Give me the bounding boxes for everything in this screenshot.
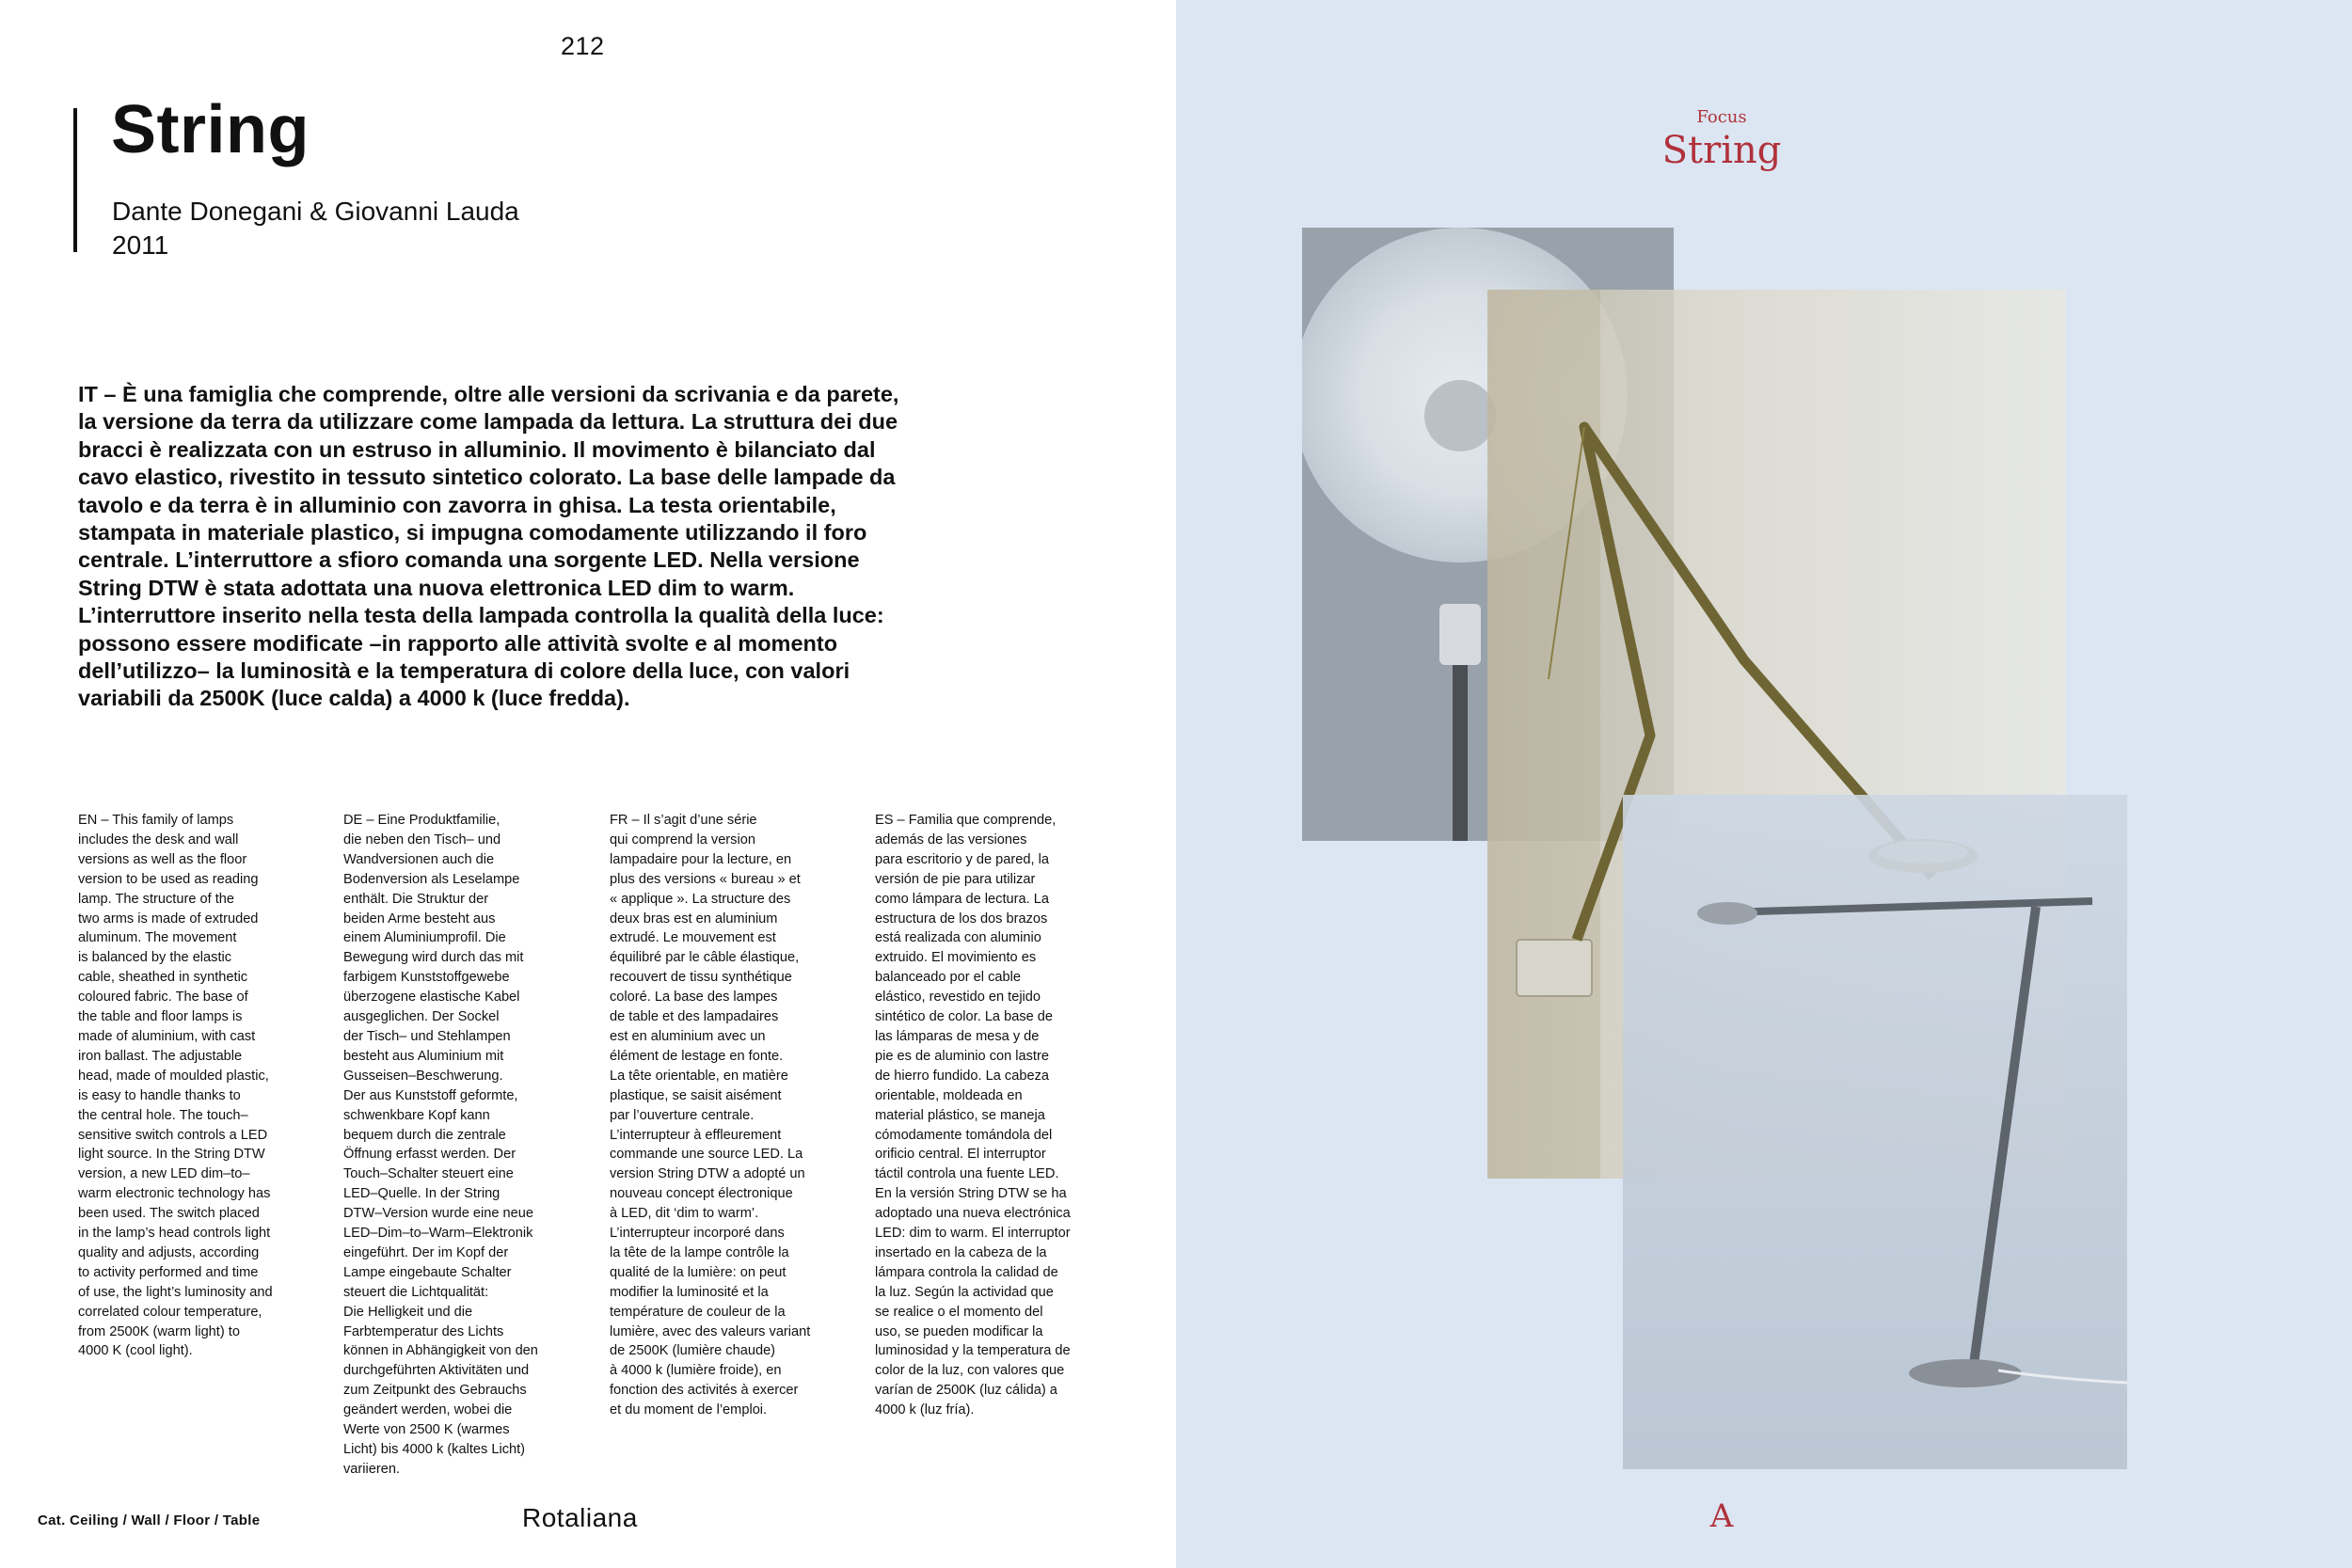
description-german: DE – Eine Produktfamilie, die neben den Tisch– und Wandversionen auch die Bodenversion als Leselampe enthält. Die Struktur der beiden Arme besteht aus einem Aluminiumprofil. Die Bewegung wird durch das mit farbigem Kunststoffgewebe überzogene elastische Kabel ausgeglichen. Der Sockel der Tisch– und Stehlampen besteht aus Aluminium mit Gusseisen–Beschwerung. Der aus Kunststoff geformte, schwenkbare Kopf kann bequem durch die zentrale Öffnung erfasst werden. Der Touch–Schalter steuert eine LED–Quelle. In der String DTW–Version wurde eine neue LED–Dim–to–Warm–Elektronik eingeführt. Der im Kopf der Lampe eingebaute Schalter steuert die Lichtqualität: Die Helligkeit und die Farbtemperatur des Lichts können in Abhängigkeit von den durchgeführten Aktivitäten und zum Zeitpunkt des Gebrauchs geändert werden, wobei die Werte von 2500 K (warmes Licht) bis 4000 k (kaltes Licht) variieren. — [343, 813, 538, 1477]
design-year: 2011 — [112, 230, 169, 260]
focus-label: Focus — [1696, 107, 1747, 127]
description-french: FR – Il s’agit d’une série qui comprend la version lampadaire pour la lecture, en plus des versions « bureau » et « applique ». La structure des deux bras est en aluminium extrudé. Le mouvement est équilibré par le câble élastique, recouvert de tissu synthétique coloré. La base des lampes de table et des lampadaires est en aluminium avec un élément de lestage en fonte. La tête orientable, en matière plastique, se saisit aisément par l’ouverture centrale. L’interrupteur à effleurement commande une source LED. La version String DTW a adopté un nouveau concept électronique à LED, dit ‘dim to warm’. L’interrupteur incorporé dans la tête de la lampe contrôle la qualité de la lumière: on peut modifier la luminosité et la température de couleur de la lumière, avec des valeurs variant de 2500K (lumière chaude) à 4000 k (lumière froide), en fonction des activités à exercer et du moment de l’emploi. — [610, 813, 811, 1418]
right-page — [1176, 0, 2352, 1568]
description-english: EN – This family of lamps includes the desk and wall versions as well as the floor version to be used as reading lamp. The structure of the two arms is made of extruded aluminum. The movement is balanced by the elastic cable, sheathed in synthetic coloured fabric. The base of the table and floor lamps is made of aluminium, with cast iron ballast. The adjustable head, made of moulded plastic, is easy to handle thanks to the central hole. The touch– sensitive switch controls a LED light source. In the String DTW version, a new LED dim–to– warm electronic technology has been used. The switch placed in the lamp’s head controls light quality and adjusts, according to activity performed and time of use, the light’s luminosity and correlated colour temperature, from 2500K (warm light) to 4000 K (cool light). — [78, 813, 273, 1359]
intro-italian: IT – È una famiglia che comprende, oltre alle versioni da scrivania e da parete, la versione da terra da utilizzare come lampada da lettura. La struttura dei due bracci è realizzata con un estruso in alluminio. Il movimento è bilanciato dal cavo elastico, rivestito in tessuto sintetico colorato. La base delle lampade da tavolo e da terra è in alluminio con zavorra in ghisa. La testa orientabile, stampata in materiale plastico, si impugna comodamente utilizzando il foro centrale. L’interruttore a sfioro comanda una sorgente LED. Nella versione String DTW è stata adottata una nuova elettronica LED dim to warm. L’interruttore inserito nella testa della lampada controlla la qualità della luce: possono essere modificate –in rapporto alle attività svolte e al momento dell’utilizzo– la luminosità e la temperatura di colore della luce, con valori variabili da 2500K (luce calda) a 4000 k (luce fredda). — [78, 382, 899, 711]
lamp-photo-collage — [1302, 228, 2299, 1469]
focus-title: String — [1661, 129, 1782, 172]
product-title: String — [111, 92, 310, 167]
footer-brand: Rotaliana — [522, 1503, 638, 1532]
designer-names: Dante Donegani & Giovanni Lauda — [112, 197, 519, 226]
panel-floor-lamp — [1623, 795, 2127, 1469]
page-number: 212 — [561, 32, 605, 60]
title-rule — [73, 108, 77, 252]
description-spanish: ES – Familia que comprende, además de las versiones para escritorio y de pared, la versión de pie para utilizar como lámpara de lectura. La estructura de los dos brazos está realizada con aluminio extruido. El movimiento es balanceado por el cable elástico, revestido en tejido sintético de color. La base de las lámparas de mesa y de pie es de aluminio con lastre de hierro fundido. La cabeza orientable, moldeada en material plástico, se maneja cómodamente tomándola del orificio central. El interruptor táctil controla una fuente LED. En la versión String DTW se ha adoptado una nueva electrónica LED: dim to warm. El interruptor insertado en la cabeza de la lámpara controla la calidad de la luz. Según la actividad que se realice o el momento del uso, se pueden modificar la luminosidad y la temperatura de color de la luz, con valores que varían de 2500K (luz cálida) a 4000 k (luz fría). — [875, 813, 1071, 1418]
footer-category: Cat. Ceiling / Wall / Floor / Table — [38, 1513, 261, 1528]
designer-credits — [112, 195, 519, 262]
lamp-collage-image — [1302, 228, 2299, 1469]
brand-logo-a: A — [1709, 1497, 1734, 1535]
